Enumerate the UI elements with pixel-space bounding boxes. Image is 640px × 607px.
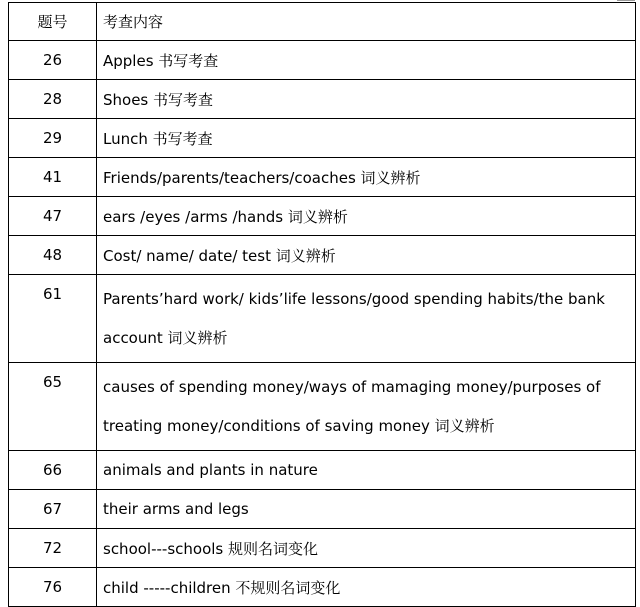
table-row	[9, 529, 636, 568]
row-number: 61	[9, 275, 97, 363]
row-content: Apples 书写考查	[97, 41, 636, 80]
row-content: their arms and legs	[97, 490, 636, 529]
header-content: 考查内容	[97, 3, 636, 41]
table-row	[9, 158, 636, 197]
row-number: 67	[9, 490, 97, 529]
table-row	[9, 568, 636, 607]
row-number: 41	[9, 158, 97, 197]
row-content: school---schools 规则名词变化	[97, 529, 636, 568]
row-content: Cost/ name/ date/ test 词义辨析	[97, 236, 636, 275]
table-row	[9, 236, 636, 275]
row-content	[97, 275, 636, 363]
row-number: 76	[9, 568, 97, 607]
row-number: 26	[9, 41, 97, 80]
row-content: child -----children 不规则名词变化	[97, 568, 636, 607]
row-content	[97, 363, 636, 451]
row-content: ears /eyes /arms /hands 词义辨析	[97, 197, 636, 236]
table-row	[9, 275, 636, 363]
table-row	[9, 490, 636, 529]
row-number: 72	[9, 529, 97, 568]
table-row	[9, 119, 636, 158]
table-row	[9, 41, 636, 80]
row-number: 65	[9, 363, 97, 451]
row-content: Lunch 书写考查	[97, 119, 636, 158]
table-header-row	[9, 3, 636, 41]
table-row	[9, 80, 636, 119]
table-row	[9, 363, 636, 451]
row-number: 29	[9, 119, 97, 158]
row-number: 48	[9, 236, 97, 275]
header-number: 题号	[9, 3, 97, 41]
row-content: animals and plants in nature	[97, 451, 636, 490]
question-table	[8, 2, 636, 607]
row-content-text: Parents’hard work/ kids’life lessons/good spending habits/the bank account 词义辨析	[103, 289, 605, 347]
row-content: Shoes 书写考查	[97, 80, 636, 119]
row-content-text: causes of spending money/ways of mamaging money/purposes of treating money/conditions of saving money 词义辨析	[103, 377, 601, 435]
row-number: 28	[9, 80, 97, 119]
table-row	[9, 451, 636, 490]
row-number: 47	[9, 197, 97, 236]
row-content: Friends/parents/teachers/coaches 词义辨析	[97, 158, 636, 197]
table-row	[9, 197, 636, 236]
row-number: 66	[9, 451, 97, 490]
